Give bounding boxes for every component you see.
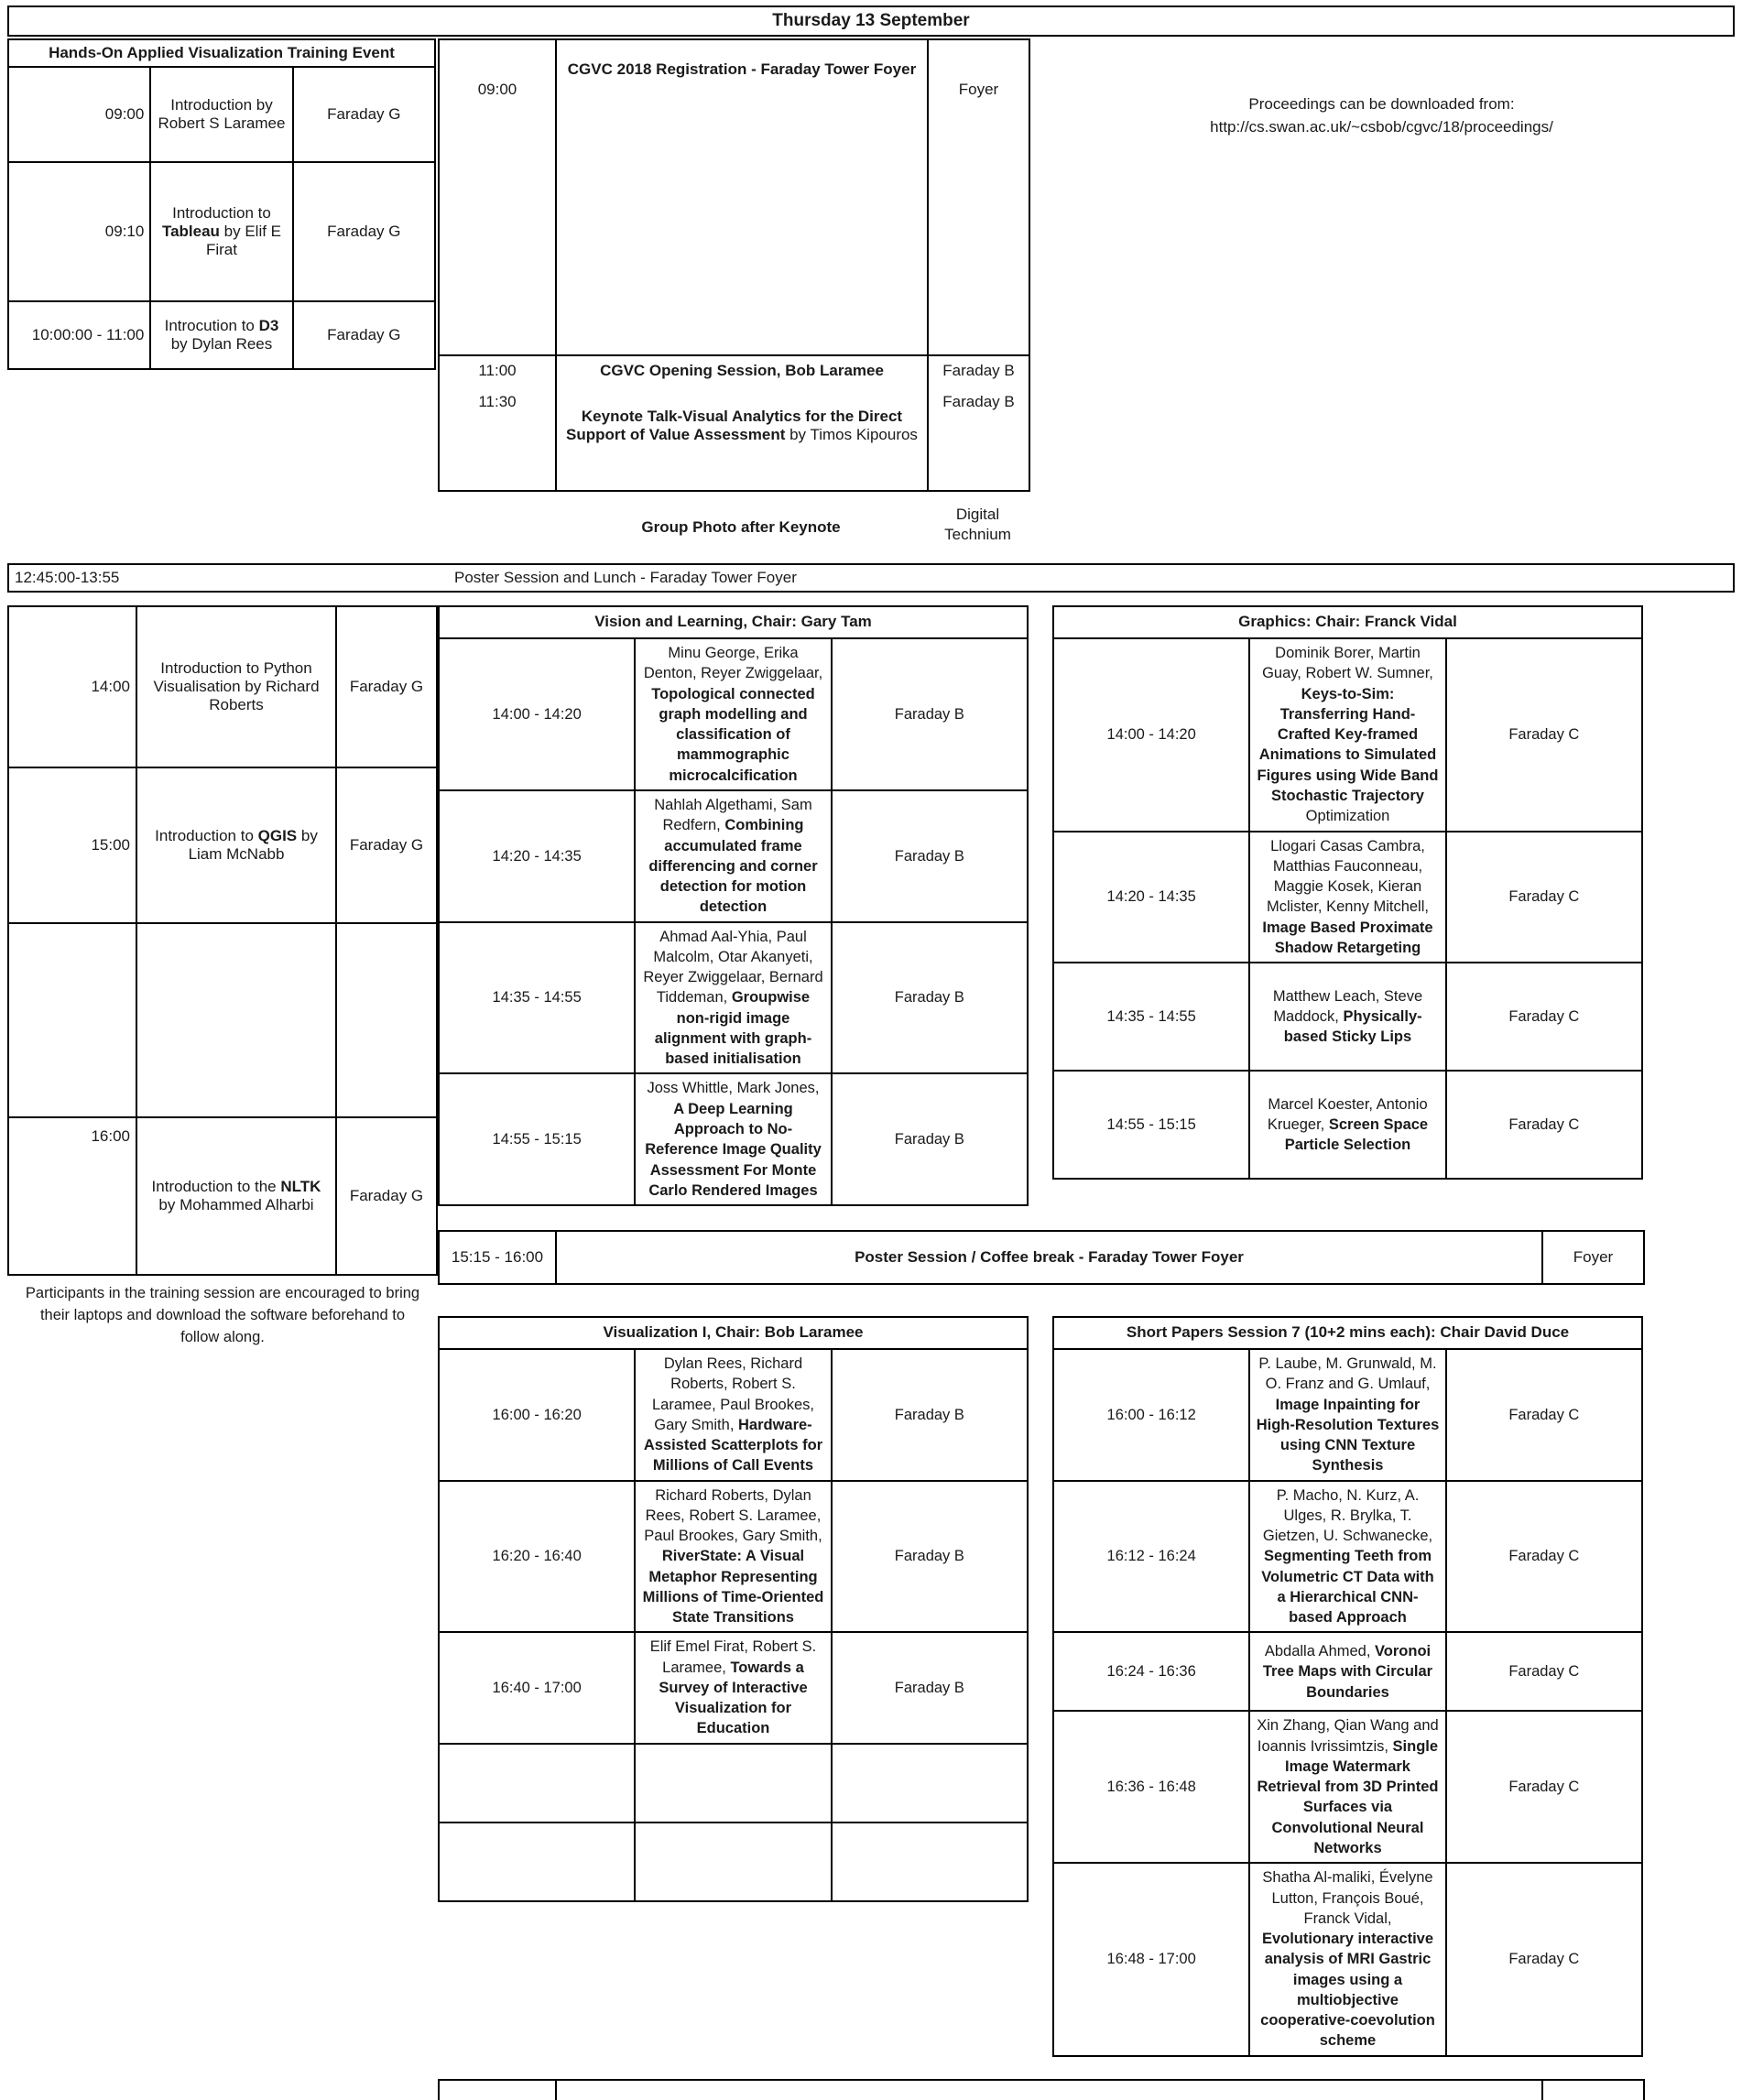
poster-lunch-title: Poster Session and Lunch - Faraday Tower Foyer	[454, 569, 797, 587]
session-graphics-block	[1052, 605, 1643, 1206]
paper-body	[635, 1349, 831, 1481]
paper-title: Image Based Proximate Shadow Retargeting	[1262, 919, 1433, 956]
paper-body	[1249, 1863, 1445, 2055]
paper-authors: Nahlah Algethami, Sam Redfern,	[654, 796, 812, 834]
session-short-papers-table	[1052, 1316, 1643, 2057]
table-row	[1053, 1071, 1642, 1179]
paper-body	[635, 922, 831, 1074]
day-header-cell: Thursday 13 September	[8, 6, 1734, 36]
table-row	[439, 1481, 1028, 1633]
paper-room: Faraday B	[832, 1632, 1028, 1743]
paper-time: 14:35 - 14:55	[439, 922, 635, 1074]
session-vision-header: Vision and Learning, Chair: Gary Tam	[439, 606, 1028, 638]
keynote-title	[562, 408, 921, 444]
paper-body	[1249, 1711, 1445, 1863]
paper-room: Faraday C	[1446, 1071, 1642, 1179]
group-photo-time-spacer	[438, 494, 555, 549]
group-photo-tail-spacer	[1029, 494, 1735, 549]
paper-authors: Joss Whittle, Mark Jones,	[647, 1080, 820, 1097]
paper-title: Combining accumulated frame differencing and corner detection for motion detection	[648, 817, 818, 916]
training-desc-bold: D3	[258, 317, 279, 334]
training-room: Faraday G	[336, 767, 437, 923]
paper-authors: Shatha Al-maliki, Évelyne Lutton, François Boué, Franck Vidal,	[1262, 1869, 1433, 1927]
registration-room: Foyer	[928, 39, 1029, 355]
training-desc-pre: Introduction to	[155, 827, 258, 845]
training-desc-pre: Introcution to	[164, 317, 259, 334]
table-row	[1053, 1349, 1642, 1481]
training-desc-bold: QGIS	[257, 827, 298, 845]
training-desc-bold: NLTK	[280, 1178, 321, 1196]
opening-keynote-times	[439, 355, 556, 491]
training-desc	[136, 767, 336, 923]
paper-time: 14:00 - 14:20	[439, 638, 635, 790]
paper-title: Evolutionary interactive analysis of MRI Gastric images using a multiobjective cooperative-coevolution scheme	[1260, 1931, 1435, 2050]
paper-room: Faraday B	[832, 1481, 1028, 1633]
proceedings-url: http://cs.swan.ac.uk/~csbob/cgvc/18/proceedings/	[1210, 117, 1553, 136]
opening-room: Faraday B	[942, 362, 1015, 379]
paper-body	[635, 1632, 831, 1743]
training-time: 09:00	[8, 67, 150, 162]
spacer	[438, 1285, 1735, 1316]
group-photo-label: Group Photo after Keynote	[641, 518, 841, 537]
table-row	[9, 565, 1733, 591]
training-afternoon-table	[7, 605, 438, 1276]
paper-room: Faraday C	[1446, 1481, 1642, 1633]
table-row	[439, 2080, 1644, 2100]
paper-time: 16:48 - 17:00	[1053, 1863, 1249, 2055]
paper-title: Topological connected graph modelling and classification of mammographic microcalcification	[651, 685, 815, 784]
training-desc-text: Introduction by Robert S Laramee	[158, 96, 286, 132]
afternoon-session-row-1	[438, 605, 1735, 1206]
paper-authors: Dylan Rees, Richard Roberts, Robert S. Laramee, Paul Brookes, Gary Smith,	[651, 1355, 814, 1433]
poster-lunch-spacer	[1293, 565, 1733, 591]
table-row	[1053, 638, 1642, 831]
paper-authors: Ahmad Aal-Yhia, Paul Malcolm, Otar Akanyeti, Reyer Zwiggelaar, Bernard Tiddeman,	[643, 928, 823, 1006]
keynote-time: 11:30	[478, 393, 517, 410]
paper-body	[635, 1073, 831, 1205]
main-session-column	[438, 38, 1029, 492]
paper-authors: Dominik Borer, Martin Guay, Robert W. Sumner,	[1262, 645, 1433, 682]
paper-time: 14:00 - 14:20	[1053, 638, 1249, 831]
session-visualization-header: Visualization I, Chair: Bob Laramee	[439, 1317, 1028, 1349]
table-row	[8, 923, 437, 1117]
paper-body	[635, 1823, 831, 1901]
paper-authors: Elif Emel Firat, Robert S. Laramee,	[649, 1638, 817, 1676]
paper-room: Faraday C	[1446, 1632, 1642, 1711]
table-row	[439, 1744, 1028, 1823]
paper-authors: P. Laube, M. Grunwald, M. O. Franz and G. Umlauf,	[1258, 1355, 1437, 1393]
paper-title: Single Image Watermark Retrieval from 3D Printed Surfaces via Convolutional Neural Networks	[1257, 1737, 1439, 1857]
training-afternoon-column	[7, 605, 438, 1349]
paper-time: 14:55 - 15:15	[439, 1073, 635, 1205]
session-vision-block	[438, 605, 1029, 1206]
paper-time	[439, 1823, 635, 1901]
session-visualization-block	[438, 1316, 1029, 2057]
paper-time: 16:00 - 16:20	[439, 1349, 635, 1481]
training-desc	[150, 162, 292, 301]
table-row	[439, 355, 1029, 491]
paper-time: 16:12 - 16:24	[1053, 1481, 1249, 1633]
paper-body	[635, 1481, 831, 1633]
paper-title: Keys-to-Sim: Transferring Hand-Crafted Key-framed Animations to Simulated Figures using Wide Band Stochastic Trajectory	[1257, 685, 1439, 804]
poster-lunch-time: 12:45:00-13:55	[15, 569, 120, 587]
main-morning-table	[438, 38, 1030, 492]
training-desc-post: by Dylan Rees	[170, 335, 273, 353]
paper-time: 14:20 - 14:35	[1053, 832, 1249, 963]
paper-body	[1249, 1349, 1445, 1481]
training-desc-pre: Introduction to the	[151, 1178, 281, 1196]
paper-room: Faraday B	[832, 1349, 1028, 1481]
table-row	[439, 1823, 1028, 1901]
table-row	[8, 1117, 437, 1275]
keynote-room: Faraday B	[942, 393, 1015, 410]
training-room: Faraday G	[293, 67, 435, 162]
paper-authors: P. Macho, N. Kurz, A. Ulges, R. Brylka, T. Gietzen, U. Schwanecke,	[1262, 1486, 1433, 1545]
session-graphics-table	[1052, 605, 1643, 1180]
paper-title: Physically-based Sticky Lips	[1283, 1007, 1422, 1046]
training-time: 09:10	[8, 162, 150, 301]
paper-room: Faraday C	[1446, 1349, 1642, 1481]
training-desc	[150, 67, 292, 162]
paper-room: Faraday C	[1446, 1863, 1642, 2055]
paper-body	[1249, 638, 1445, 831]
paper-title: RiverState: A Visual Metaphor Representing Millions of Time-Oriented State Transitions	[642, 1548, 824, 1627]
training-title-row	[8, 39, 435, 67]
paper-room: Faraday C	[1446, 1711, 1642, 1863]
session-visualization-table	[438, 1316, 1029, 1902]
session-short-papers-header-row	[1053, 1317, 1642, 1349]
morning-zone	[7, 38, 1735, 492]
coffee-break-room: Foyer	[1542, 1231, 1644, 1284]
paper-room	[832, 1744, 1028, 1823]
paper-room: Faraday B	[832, 1073, 1028, 1205]
paper-authors: Matthew Leach, Steve Maddock,	[1272, 987, 1423, 1025]
training-column	[7, 38, 438, 370]
paper-title: Groupwise non-rigid image alignment with graph-based initialisation	[654, 989, 812, 1068]
paper-time: 16:40 - 17:00	[439, 1632, 635, 1743]
training-desc-post: by Mohammed Alharbi	[158, 1196, 314, 1214]
paper-authors: Minu George, Erika Denton, Reyer Zwiggelaar,	[643, 645, 823, 682]
training-room: Faraday G	[293, 162, 435, 301]
training-time: 16:00	[8, 1117, 136, 1275]
training-desc-pre: Introduction to	[172, 204, 271, 222]
next-section-body-cell	[556, 2080, 1542, 2100]
paper-body	[1249, 1071, 1445, 1179]
training-time: 15:00	[8, 767, 136, 923]
coffee-break-time: 15:15 - 16:00	[439, 1231, 556, 1284]
paper-title: Image Inpainting for High-Resolution Textures using CNN Texture Synthesis	[1256, 1396, 1440, 1474]
paper-authors: Abdalla Ahmed,	[1264, 1643, 1376, 1660]
group-photo-room: Digital Technium	[944, 506, 1011, 544]
paper-time: 14:20 - 14:35	[439, 790, 635, 922]
paper-authors: Richard Roberts, Dylan Rees, Robert S. Laramee, Paul Brookes, Gary Smith,	[644, 1486, 822, 1545]
parallel-sessions-column	[438, 605, 1735, 2099]
proceedings-line-1: Proceedings can be downloaded from:	[1248, 95, 1515, 113]
group-photo-spacer	[7, 494, 438, 549]
session-short-papers-block	[1052, 1316, 1643, 2057]
session-graphics-header: Graphics: Chair: Franck Vidal	[1053, 606, 1642, 638]
training-desc	[150, 301, 292, 369]
proceedings-note	[1029, 38, 1735, 138]
afternoon-session-row-2	[438, 1316, 1735, 2057]
table-row	[439, 1632, 1028, 1743]
paper-title: Voronoi Tree Maps with Circular Boundaries	[1262, 1643, 1433, 1701]
next-section-partial-table	[438, 2079, 1645, 2100]
paper-title: Towards a Survey of Interactive Visualization for Education	[659, 1659, 808, 1737]
training-desc-pre: Introduction to Python Visualisation by Richard Roberts	[153, 659, 320, 714]
table-row	[439, 790, 1028, 922]
keynote-title-post: by Timos Kipouros	[785, 426, 918, 443]
paper-authors: Llogari Casas Cambra, Matthias Fauconneau, Maggie Kosek, Kieran Mclister, Kenny Mitchell,	[1267, 837, 1429, 916]
table-row	[1053, 1632, 1642, 1711]
paper-body	[1249, 1632, 1445, 1711]
table-row	[7, 494, 1735, 549]
paper-time: 14:35 - 14:55	[1053, 963, 1249, 1071]
paper-room: Faraday B	[832, 790, 1028, 922]
paper-body	[635, 638, 831, 790]
training-desc	[136, 606, 336, 767]
table-row	[8, 606, 437, 767]
paper-title: A Deep Learning Approach to No-Reference Image Quality Assessment For Monte Carlo Rendered Images	[645, 1100, 822, 1199]
paper-room: Faraday C	[1446, 832, 1642, 963]
training-room	[336, 923, 437, 1117]
training-room: Faraday G	[336, 1117, 437, 1275]
table-row	[439, 1073, 1028, 1205]
keynote-title-bold: Keynote Talk-Visual Analytics for the Direct Support of Value Assessment	[566, 408, 903, 443]
table-row	[8, 767, 437, 923]
training-title: Hands-On Applied Visualization Training Event	[8, 39, 435, 67]
registration-time: 09:00	[439, 39, 556, 355]
next-section-time-cell	[439, 2080, 556, 2100]
paper-room: Faraday B	[832, 638, 1028, 790]
paper-room: Faraday B	[832, 922, 1028, 1074]
paper-room: Faraday C	[1446, 638, 1642, 831]
poster-lunch-table	[9, 565, 1733, 591]
session-vision-table	[438, 605, 1029, 1206]
table-row	[439, 39, 1029, 355]
training-time: 10:00:00 - 11:00	[8, 301, 150, 369]
table-row	[439, 1349, 1028, 1481]
paper-body	[1249, 963, 1445, 1071]
training-room: Faraday G	[336, 606, 437, 767]
training-desc-post: by Elif E Firat	[205, 223, 282, 258]
paper-time: 16:00 - 16:12	[1053, 1349, 1249, 1481]
paper-title: Screen Space Particle Selection	[1284, 1115, 1429, 1154]
session-vision-header-row	[439, 606, 1028, 638]
opening-keynote-titles	[556, 355, 928, 491]
paper-room: Faraday C	[1446, 963, 1642, 1071]
training-desc-post: by Liam McNabb	[188, 827, 318, 864]
group-photo-row	[7, 494, 1735, 549]
table-row	[439, 922, 1028, 1074]
proceedings-note-body	[1029, 38, 1735, 138]
day-header-row	[8, 6, 1734, 36]
paper-body	[635, 790, 831, 922]
paper-time: 14:55 - 15:15	[1053, 1071, 1249, 1179]
training-footnote: Participants in the training session are encouraged to bring their laptops and download the software beforehand to follow along.	[25, 1285, 420, 1346]
paper-body	[1249, 832, 1445, 963]
table-row	[1053, 1481, 1642, 1633]
table-row	[1053, 1711, 1642, 1863]
session-short-papers-header: Short Papers Session 7 (10+2 mins each): Chair David Duce	[1053, 1317, 1642, 1349]
table-row	[8, 301, 435, 369]
table-row	[8, 67, 435, 162]
table-row	[8, 162, 435, 301]
training-desc	[136, 923, 336, 1117]
table-row	[1053, 963, 1642, 1071]
training-time: 14:00	[8, 606, 136, 767]
next-section-room-cell	[1542, 2080, 1644, 2100]
table-row	[1053, 832, 1642, 963]
training-room: Faraday G	[293, 301, 435, 369]
opening-time: 11:00	[478, 362, 517, 379]
day-header-table	[7, 5, 1735, 37]
training-desc	[136, 1117, 336, 1275]
paper-body	[1249, 1481, 1445, 1633]
coffee-break-title: Poster Session / Coffee break - Faraday Tower Foyer	[556, 1231, 1542, 1284]
paper-room	[832, 1823, 1028, 1901]
session-graphics-header-row	[1053, 606, 1642, 638]
paper-time: 16:20 - 16:40	[439, 1481, 635, 1633]
coffee-break-table	[438, 1230, 1645, 1285]
table-row	[1053, 1863, 1642, 2055]
opening-title: CGVC Opening Session, Bob Laramee	[600, 362, 884, 379]
training-desc-bold: Tableau	[161, 223, 220, 240]
opening-keynote-rooms	[928, 355, 1029, 491]
paper-body	[635, 1744, 831, 1823]
afternoon-zone	[7, 605, 1735, 2099]
paper-time: 16:24 - 16:36	[1053, 1632, 1249, 1711]
paper-title: Hardware-Assisted Scatterplots for Millions of Call Events	[643, 1416, 823, 1474]
spacer	[438, 2057, 1735, 2079]
paper-time	[439, 1744, 635, 1823]
poster-lunch-banner	[7, 563, 1735, 593]
table-row	[439, 638, 1028, 790]
registration-title: CGVC 2018 Registration - Faraday Tower Foyer	[556, 39, 928, 355]
paper-title-tail: Optimization	[1305, 808, 1390, 825]
paper-time: 16:36 - 16:48	[1053, 1711, 1249, 1863]
paper-title: Segmenting Teeth from Volumetric CT Data with a Hierarchical CNN-based Approach	[1261, 1548, 1434, 1627]
paper-authors: Xin Zhang, Qian Wang and Ioannis Ivrissimtzis,	[1257, 1717, 1439, 1755]
training-time	[8, 923, 136, 1117]
table-row	[439, 1231, 1644, 1284]
session-visualization-header-row	[439, 1317, 1028, 1349]
training-morning-table	[7, 38, 436, 370]
paper-authors: Marcel Koester, Antonio Krueger,	[1267, 1095, 1428, 1133]
